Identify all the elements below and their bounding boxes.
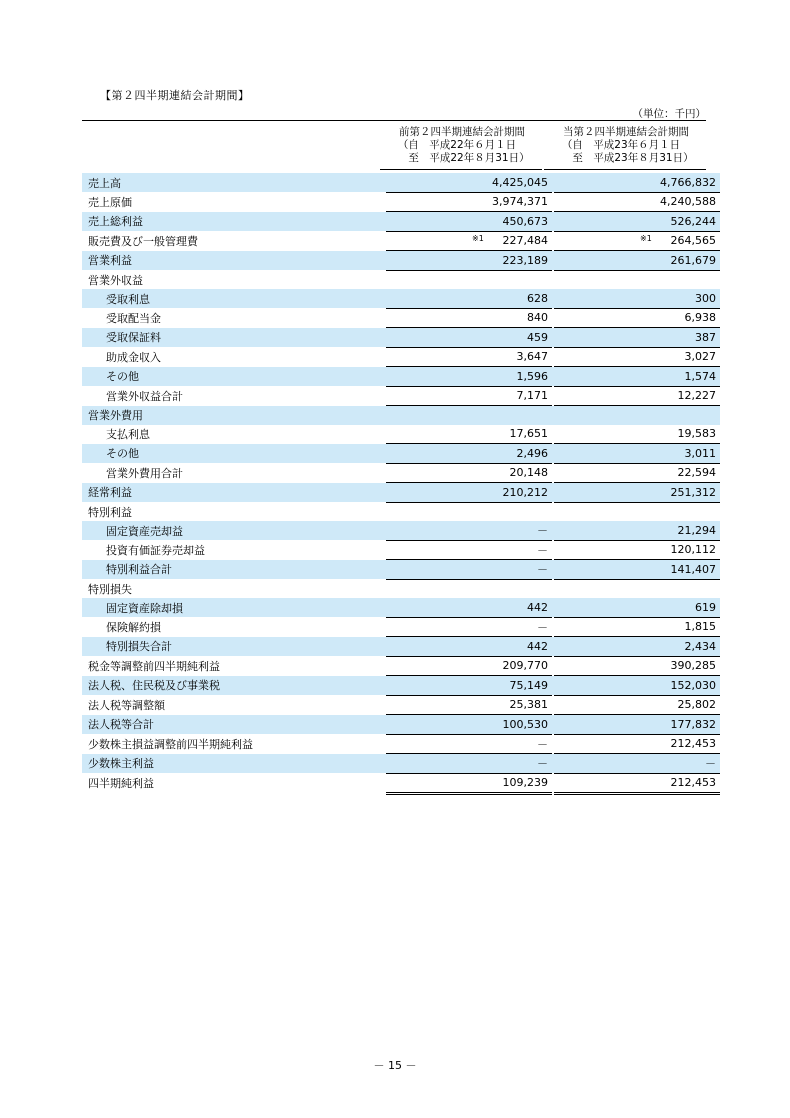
table-row (82, 192, 720, 212)
row-label: 営業外費用 (82, 406, 386, 425)
value-prior: － (386, 754, 552, 774)
value-current: 152,030 (554, 676, 720, 696)
value-prior (386, 270, 552, 289)
value-current (554, 406, 720, 425)
row-label: 固定資産売却益 (82, 521, 386, 540)
table-row (82, 754, 720, 774)
row-label: 四半期純利益 (88, 777, 154, 791)
value-prior: 100,530 (386, 715, 552, 735)
row-label: 投資有価証券売却益 (106, 543, 205, 557)
row-label: 法人税等調整額 (88, 698, 165, 712)
value-prior: － (386, 560, 552, 580)
table-row (82, 734, 720, 754)
value-current: 619 (554, 598, 720, 617)
row-label: 受取利息 (82, 289, 386, 308)
value-prior: － (386, 540, 552, 560)
row-label: 経常利益 (82, 483, 386, 503)
value-current: 261,679 (554, 251, 720, 271)
column-header-current-line3: 至 平成23年８月31日） (572, 152, 694, 164)
value-prior: 210,212 (386, 483, 552, 503)
header-rule (82, 120, 706, 121)
value-current: 526,244 (554, 212, 720, 232)
row-label: 営業外収益 (88, 273, 143, 287)
row-label: 保険解約損 (106, 620, 161, 634)
value-prior: 459 (386, 328, 552, 348)
value-prior: 17,651 (386, 425, 552, 444)
value-current (554, 231, 720, 251)
table-row (82, 308, 720, 328)
value-prior: 4,425,045 (386, 173, 552, 192)
column-header-underline-current (544, 169, 706, 170)
table-row (82, 367, 720, 387)
row-label: 特別利益合計 (82, 560, 386, 580)
value-current: 1,815 (554, 617, 720, 637)
row-label: 固定資産除却損 (82, 598, 386, 617)
row-label: 支払利息 (106, 428, 150, 441)
value-text: 264,565 (670, 234, 716, 248)
table-row (82, 695, 720, 715)
row-label: その他 (82, 367, 386, 387)
value-prior: 3,974,371 (386, 192, 552, 212)
table-row (82, 579, 720, 598)
value-current: 21,294 (554, 521, 720, 540)
value-prior: 450,673 (386, 212, 552, 232)
value-current: 141,407 (554, 560, 720, 580)
value-current: 177,832 (554, 715, 720, 735)
table-row (82, 656, 720, 676)
column-header-underline-prior (380, 169, 542, 170)
value-prior: 442 (386, 598, 552, 617)
value-current (554, 270, 720, 289)
value-prior: 209,770 (386, 656, 552, 676)
table-row (82, 328, 720, 348)
table-row (82, 347, 720, 367)
row-label: 法人税等合計 (82, 715, 386, 735)
value-current: 4,766,832 (554, 173, 720, 192)
row-label: 受取保証料 (82, 328, 386, 348)
table-row (82, 270, 720, 289)
value-current (554, 579, 720, 598)
income-statement-table (82, 173, 720, 795)
value-prior: 442 (386, 637, 552, 657)
table-row (82, 715, 720, 735)
value-current: － (554, 754, 720, 774)
row-label: 受取配当金 (106, 311, 161, 325)
value-prior (386, 231, 552, 251)
value-current: 12,227 (554, 386, 720, 406)
table-row (82, 617, 720, 637)
row-label: 税金等調整前四半期純利益 (88, 659, 220, 673)
value-current: 390,285 (554, 656, 720, 676)
column-header-prior (380, 126, 544, 165)
table-row (82, 560, 720, 580)
row-label: その他 (82, 444, 386, 464)
value-current: 4,240,588 (554, 192, 720, 212)
column-header-prior-line1: 前第２四半期連結会計期間 (399, 126, 525, 138)
value-text: 227,484 (502, 234, 548, 248)
value-current: 6,938 (554, 308, 720, 328)
table-row (82, 406, 720, 425)
value-prior: 840 (386, 308, 552, 328)
value-prior: 3,647 (386, 347, 552, 367)
row-label: 特別損失 (88, 582, 132, 596)
value-current: 25,802 (554, 695, 720, 715)
row-label: 法人税、住民税及び事業税 (82, 676, 386, 696)
value-prior: － (386, 734, 552, 754)
table-row (82, 483, 720, 503)
value-prior (386, 406, 552, 425)
value-prior: 109,239 (386, 773, 552, 794)
table-row (82, 444, 720, 464)
row-label: 助成金収入 (106, 350, 161, 364)
row-label: 売上高 (82, 173, 386, 192)
row-label: 特別損失合計 (82, 637, 386, 657)
column-header-current-line2: （自 平成23年６月１日 (561, 139, 681, 151)
column-header-current (544, 126, 708, 165)
row-label: 売上総利益 (82, 212, 386, 232)
page-number: － 15 － (373, 1059, 417, 1072)
table-row (82, 386, 720, 406)
value-current: 22,594 (554, 463, 720, 483)
value-prior: － (386, 521, 552, 540)
value-current: 3,027 (554, 347, 720, 367)
value-prior: 2,496 (386, 444, 552, 464)
column-header-prior-line3: 至 平成22年８月31日） (408, 152, 530, 164)
value-current: 251,312 (554, 483, 720, 503)
value-current: 300 (554, 289, 720, 308)
table-row (82, 598, 720, 617)
value-current: 212,453 (554, 773, 720, 794)
value-prior: 628 (386, 289, 552, 308)
value-current: 19,583 (554, 425, 720, 444)
row-label: 少数株主損益調整前四半期純利益 (88, 737, 253, 751)
table-row (82, 463, 720, 483)
column-header-current-line1: 当第２四半期連結会計期間 (563, 126, 689, 138)
value-prior: 75,149 (386, 676, 552, 696)
value-prior: 25,381 (386, 695, 552, 715)
value-prior: － (386, 617, 552, 637)
row-label: 営業外収益合計 (106, 389, 183, 403)
value-current: 2,434 (554, 637, 720, 657)
row-label: 営業利益 (82, 251, 386, 271)
table-row (82, 251, 720, 271)
row-label: 特別利益 (88, 505, 132, 519)
value-current: 1,574 (554, 367, 720, 387)
table-row (82, 540, 720, 560)
row-label: 少数株主利益 (82, 754, 386, 774)
table-row (82, 773, 720, 794)
value-current: 212,453 (554, 734, 720, 754)
value-current: 3,011 (554, 444, 720, 464)
table-row (82, 212, 720, 232)
table-row (82, 231, 720, 251)
table-row (82, 425, 720, 444)
footnote-mark: ※1 (640, 233, 652, 243)
value-prior: 7,171 (386, 386, 552, 406)
unit-label: （単位：千円） (632, 108, 706, 120)
table-row (82, 521, 720, 540)
row-label: 営業外費用合計 (106, 466, 183, 480)
row-label: 売上原価 (88, 195, 132, 209)
table-row (82, 173, 720, 192)
value-current (554, 502, 720, 521)
value-prior (386, 502, 552, 521)
footnote-mark: ※1 (472, 233, 484, 243)
column-header-prior-line2: （自 平成22年６月１日 (397, 139, 517, 151)
value-prior: 20,148 (386, 463, 552, 483)
value-current: 120,112 (554, 540, 720, 560)
table-row (82, 502, 720, 521)
row-label: 販売費及び一般管理費 (88, 234, 198, 248)
table-row (82, 676, 720, 696)
section-title: 【第２四半期連結会計期間】 (100, 89, 250, 102)
table-row (82, 637, 720, 657)
value-prior: 1,596 (386, 367, 552, 387)
value-prior (386, 579, 552, 598)
table-row (82, 289, 720, 308)
value-prior: 223,189 (386, 251, 552, 271)
value-current: 387 (554, 328, 720, 348)
